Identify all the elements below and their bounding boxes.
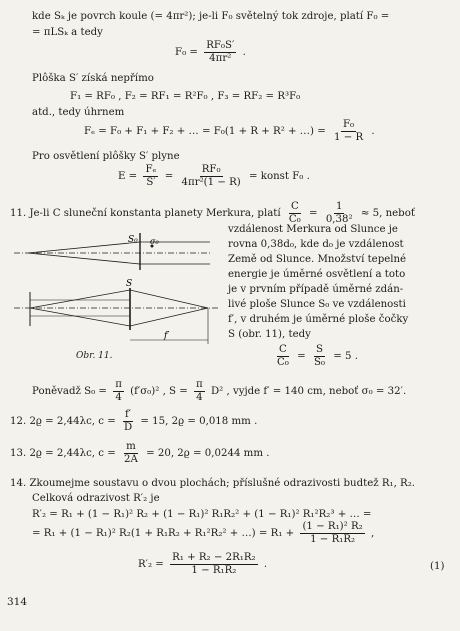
denominator: S₀ bbox=[313, 356, 326, 368]
label-sigma0: σ₀ bbox=[150, 237, 159, 246]
text-line: rovna 0,38d₀, kde d₀ je vzdálenost bbox=[228, 239, 404, 250]
text-line: Pro osvětlení plôšky S′ plyne bbox=[32, 151, 180, 162]
text: 13. 2ϱ = 2,44λc, c = bbox=[10, 448, 116, 460]
eq-tail: . bbox=[371, 126, 375, 138]
label-s: S bbox=[126, 279, 133, 289]
text-line: je v prvním případě úměrné zdán- bbox=[228, 284, 404, 295]
fraction bbox=[170, 552, 258, 576]
text-line: livé ploše Slunce S₀ ve vzdálenosti bbox=[228, 299, 406, 310]
denominator: S′ bbox=[146, 176, 156, 188]
numerator: F₀ bbox=[342, 119, 355, 130]
denominator: 4πr² bbox=[209, 52, 232, 64]
denominator: 4 bbox=[115, 391, 122, 403]
numerator: S bbox=[315, 344, 323, 355]
figure-11 bbox=[10, 228, 225, 363]
problem-12 bbox=[10, 409, 257, 433]
equation bbox=[84, 119, 375, 143]
problem-11 bbox=[10, 201, 415, 225]
denominator: 2A bbox=[123, 453, 138, 465]
fraction bbox=[180, 164, 243, 188]
eq-lhs: Fₑ = F₀ + F₁ + F₂ + … = F₀(1 + R + R² + …) = bbox=[84, 126, 326, 138]
eq-lhs: F₀ = bbox=[175, 47, 198, 59]
eq-tail: . bbox=[263, 559, 268, 571]
text-line: Celková odrazivost R′₂ je bbox=[32, 493, 160, 504]
denominator: C₀ bbox=[288, 213, 301, 225]
fraction bbox=[122, 441, 140, 465]
denominator: 1 − R₁R₂ bbox=[310, 533, 356, 545]
page-number: 314 bbox=[7, 596, 28, 608]
equation bbox=[32, 379, 406, 403]
text: = 20, 2ϱ = 0,0244 mm . bbox=[146, 448, 270, 460]
numerator: (1 − R₁)² R₂ bbox=[302, 521, 363, 532]
denominator: 1 − R₁R₂ bbox=[191, 564, 237, 576]
eq-tail: = konst F₀ . bbox=[249, 171, 310, 183]
numerator: C bbox=[279, 344, 287, 355]
equation bbox=[138, 552, 267, 576]
fraction bbox=[275, 344, 291, 368]
numerator: RF₀S′ bbox=[206, 40, 235, 51]
fraction bbox=[332, 119, 365, 143]
equation bbox=[175, 40, 246, 64]
eq-lhs: R′₂ = bbox=[138, 559, 164, 571]
fraction bbox=[300, 521, 364, 545]
text: 11. Je-li C sluneční konstanta planety Merkura, platí bbox=[10, 208, 281, 220]
numerator: π bbox=[196, 379, 203, 390]
text-line: Plôška S′ získá nepřímo bbox=[32, 73, 154, 84]
fraction bbox=[122, 409, 134, 433]
text-line: atd., tedy úhrnem bbox=[32, 107, 125, 118]
numerator: m bbox=[126, 441, 136, 452]
numerator: f′ bbox=[125, 409, 132, 420]
equation: R′₂ = R₁ + (1 − R₁)² R₂ + (1 − R₁)² R₁R₂² + (1 − R₁)² R₁²R₂³ + … = bbox=[32, 509, 372, 520]
problem-14: 14. Zkoumejme soustavu o dvou plochách; příslušné odrazivosti budtež R₁, R₂. bbox=[10, 478, 416, 489]
numerator: C bbox=[290, 201, 299, 212]
equation: F₁ = RF₀ , F₂ = RF₁ = R²F₀ , F₃ = RF₂ = R³F₀ bbox=[70, 91, 301, 102]
equation-number: (1) bbox=[430, 561, 445, 572]
equation bbox=[272, 344, 358, 368]
eq: = bbox=[309, 208, 318, 220]
text: ≈ 5, neboť bbox=[360, 208, 415, 220]
fraction bbox=[312, 344, 327, 368]
eq-mid: = bbox=[164, 171, 174, 183]
text-line: energie je úměrné osvětlení a toto bbox=[228, 269, 406, 280]
figure-caption: Obr. 11. bbox=[76, 351, 113, 361]
text-line: Země od Slunce. Množství tepelné bbox=[228, 254, 407, 265]
numerator: Fₑ bbox=[145, 164, 157, 175]
denominator: 4πr²(1 − R) bbox=[181, 176, 241, 188]
numerator: RF₀ bbox=[201, 164, 221, 175]
numerator: R₁ + R₂ − 2R₁R₂ bbox=[172, 552, 256, 563]
text: 12. 2ϱ = 2,44λc, c = bbox=[10, 416, 116, 428]
fraction bbox=[113, 379, 124, 403]
text-line: kde Sₖ je povrch koule (= 4πr²); je-li F₀ světelný tok zdroje, platí F₀ = bbox=[32, 11, 390, 22]
denominator: 1 − R bbox=[333, 131, 364, 143]
eq-tail: . bbox=[242, 47, 246, 59]
eq-tail: = 5 . bbox=[333, 351, 358, 363]
fraction bbox=[324, 201, 355, 225]
text: (f′σ₀)² , S = bbox=[130, 386, 188, 398]
numerator: 1 bbox=[335, 201, 343, 212]
equation bbox=[118, 164, 310, 188]
label-f: f′ bbox=[164, 331, 170, 341]
eq: = bbox=[297, 351, 306, 363]
fraction bbox=[204, 40, 236, 64]
text: = R₁ + (1 − R₁)² R₂(1 + R₁R₂ + R₁²R₂² + …) = R₁ + bbox=[32, 528, 295, 540]
eq-tail: , bbox=[370, 528, 375, 540]
denominator: 4 bbox=[196, 391, 203, 403]
label-s0: S₀ bbox=[128, 235, 138, 245]
denominator: 0,38² bbox=[325, 213, 353, 225]
fraction bbox=[143, 164, 158, 188]
text-line: f′, v druhém je úměrné ploše čočky bbox=[228, 314, 409, 325]
numerator: π bbox=[115, 379, 122, 390]
problem-13 bbox=[10, 441, 269, 465]
text: = 15, 2ϱ = 0,018 mm . bbox=[140, 416, 258, 428]
eq-lhs: E = bbox=[118, 171, 138, 183]
text-line: vzdálenost Merkura od Slunce je bbox=[228, 224, 398, 235]
denominator: D bbox=[123, 421, 133, 433]
fraction bbox=[287, 201, 303, 225]
equation bbox=[32, 521, 374, 545]
text: Poněvadž S₀ = bbox=[32, 386, 107, 398]
text: D² , vyjde f′ = 140 cm, neboť σ₀ = 32′. bbox=[211, 386, 407, 398]
text-line: = πLSₖ a tedy bbox=[32, 27, 103, 38]
fraction bbox=[194, 379, 205, 403]
denominator: C₀ bbox=[277, 356, 289, 368]
text-line: S (obr. 11), tedy bbox=[228, 329, 311, 340]
